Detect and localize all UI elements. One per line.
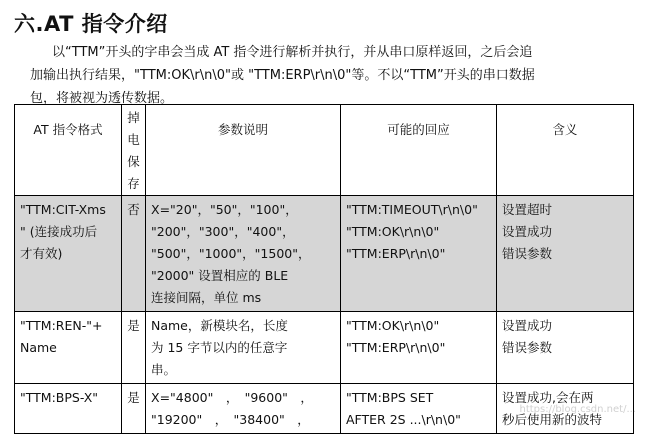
cell-response: "TTM:TIMEOUT\r\n\0" "TTM:OK\r\n\0" "TTM:ERP\r\n\0": [341, 196, 497, 312]
cell-meaning: 设置成功,会在两 秒后使用新的波特: [497, 384, 634, 434]
table-row: [15, 196, 634, 312]
cell-format: "TTM:REN-"+ Name: [15, 312, 122, 384]
cell-meaning: 设置超时 设置成功 错误参数: [497, 196, 634, 312]
header-params: 参数说明: [146, 105, 341, 196]
cell-persist: 是: [122, 312, 146, 384]
header-meaning: 含义: [497, 105, 634, 196]
intro-paragraph: [30, 41, 620, 110]
header-persist: 掉 电 保 存: [122, 105, 146, 196]
cell-response: "TTM:BPS SET AFTER 2S ...\r\n\0": [341, 384, 497, 434]
table-header-row: [15, 105, 634, 196]
intro-line: 包，将被视为透传数据。: [30, 91, 174, 106]
cell-format: "TTM:CIT-Xms " (连接成功后 才有效): [15, 196, 122, 312]
cell-format: "TTM:BPS-X": [15, 384, 122, 434]
at-command-table: [14, 104, 634, 434]
cell-params: Name，新模块名，长度 为 15 字节以内的任意字 串。: [146, 312, 341, 384]
header-response: 可能的回应: [341, 105, 497, 196]
header-format: AT 指令格式: [15, 105, 122, 196]
cell-params: X="4800" ， "9600" ， "19200" ， "38400" ，: [146, 384, 341, 434]
section-heading: 六.AT 指令介绍: [14, 12, 168, 36]
cell-persist: 否: [122, 196, 146, 312]
cell-persist: 是: [122, 384, 146, 434]
intro-line: 以“TTM”开头的字串会当成 AT 指令进行解析并执行，并从串口原样返回，之后会追: [52, 45, 533, 60]
cell-meaning: 设置成功 错误参数: [497, 312, 634, 384]
table-row: [15, 312, 634, 384]
cell-response: "TTM:OK\r\n\0" "TTM:ERP\r\n\0": [341, 312, 497, 384]
intro-line: 加输出执行结果，"TTM:OK\r\n\0"或 "TTM:ERP\r\n\0"等。不以“TTM”开头的串口数据: [30, 68, 535, 83]
cell-params: X="20"，"50"，"100"， "200"，"300"，"400"， "500"，"1000"，"1500"， "2000" 设置相应的 BLE 连接间隔，单位 ms: [146, 196, 341, 312]
watermark: https://blog.csdn.net/...: [519, 404, 636, 415]
